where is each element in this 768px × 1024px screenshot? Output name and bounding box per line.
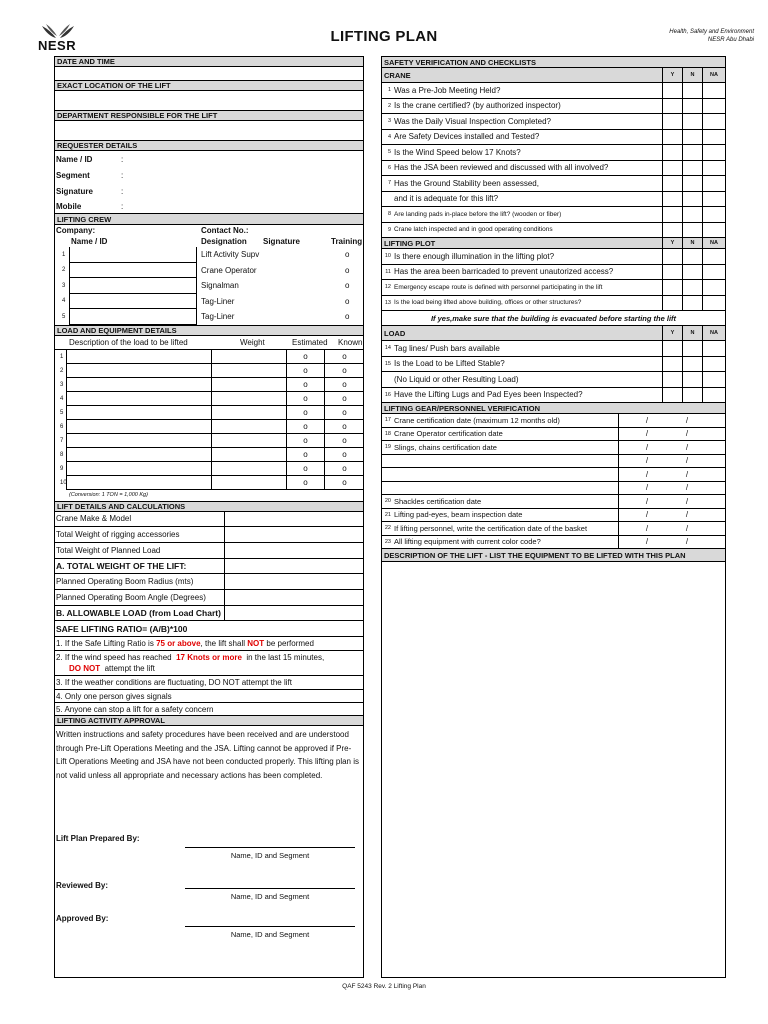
load-weight-field[interactable]	[212, 462, 287, 476]
no-checkbox[interactable]	[682, 265, 702, 280]
checklist-row	[382, 114, 725, 130]
load-row-number: 9	[60, 465, 64, 472]
gear-row	[382, 428, 725, 442]
date-time-field[interactable]	[55, 67, 363, 81]
question-text: Are landing pads in-place before the lift? (wooden or fiber)	[394, 210, 562, 218]
na-checkbox[interactable]	[702, 265, 725, 280]
question-text: Is the Load to be Lifted Stable?	[394, 359, 505, 369]
gear-row	[382, 495, 725, 509]
checklist-row	[382, 372, 725, 388]
question-text: Have the Lifting Lugs and Pad Eyes been Inspected?	[394, 390, 583, 400]
known-checkbox[interactable]: o	[325, 476, 364, 490]
lift-detail-rows	[55, 512, 363, 622]
no-checkbox[interactable]	[682, 83, 702, 98]
logo-text: NESR	[38, 38, 77, 53]
na-checkbox[interactable]	[702, 280, 725, 295]
no-checkbox[interactable]	[682, 388, 702, 403]
load-weight-field[interactable]	[212, 364, 287, 378]
crew-designation: Crane Operator	[201, 265, 257, 275]
plot-checklist	[382, 249, 725, 311]
location-header: EXACT LOCATION OF THE LIFT	[55, 81, 363, 91]
checklist-row	[382, 223, 725, 239]
gear-label	[382, 455, 619, 468]
question-text: and it is adequate for this lift?	[394, 194, 499, 204]
load-header: LOAD AND EQUIPMENT DETAILS	[55, 325, 363, 336]
location-field[interactable]	[55, 91, 363, 111]
training-checkbox[interactable]: o	[345, 250, 350, 260]
no-checkbox[interactable]	[682, 341, 702, 356]
yes-checkbox[interactable]	[662, 99, 682, 114]
load-weight-field[interactable]	[212, 406, 287, 420]
lift-detail-value[interactable]	[225, 590, 363, 605]
left-column	[54, 56, 364, 978]
question-text: Emergency escape route is defined with personnel participating in the lift	[394, 283, 603, 291]
load-row	[55, 392, 363, 406]
estimated-checkbox[interactable]: o	[287, 462, 325, 476]
lift-detail-row	[55, 543, 363, 559]
certification-date-field[interactable]: / /	[645, 510, 689, 520]
na-checkbox[interactable]	[702, 296, 725, 311]
known-checkbox[interactable]: o	[325, 378, 364, 392]
load-weight-field[interactable]	[212, 420, 287, 434]
crew-column-headers: Name / ID Designation Signature Training	[71, 237, 363, 246]
na-checkbox[interactable]	[702, 161, 725, 176]
checklist-row	[382, 207, 725, 223]
gear-label: 18 Crane Operator certification date	[382, 428, 619, 441]
prepared-by-caption: Name, ID and Segment	[230, 851, 310, 861]
known-checkbox[interactable]: o	[325, 462, 364, 476]
load-row	[55, 420, 363, 434]
estimated-checkbox[interactable]: o	[287, 392, 325, 406]
crew-row	[55, 294, 363, 310]
lift-detail-value[interactable]	[225, 543, 363, 558]
load-weight-field[interactable]	[212, 476, 287, 490]
gear-row	[382, 455, 725, 469]
gear-label: 20 Shackles certification date	[382, 495, 619, 508]
no-checkbox[interactable]	[682, 249, 702, 264]
lift-details-header: LIFT DETAILS AND CALCULATIONS	[55, 502, 363, 512]
load-description-field[interactable]	[66, 476, 212, 490]
yes-checkbox[interactable]	[662, 207, 682, 222]
lift-detail-row	[55, 559, 363, 575]
yes-checkbox[interactable]	[662, 130, 682, 145]
question-text: Is there enough illumination in the lifting plot?	[394, 251, 555, 261]
yes-checkbox[interactable]	[662, 249, 682, 264]
checklist-row	[382, 265, 725, 281]
checklist-row	[382, 83, 725, 99]
certification-date-field[interactable]: / /	[645, 469, 689, 479]
question-text: Are Safety Devices installed and Tested?	[394, 132, 540, 142]
checklist-row	[382, 280, 725, 296]
na-checkbox[interactable]	[702, 341, 725, 356]
load-row-number: 8	[60, 451, 64, 458]
load-row-number: 2	[60, 367, 64, 374]
reviewed-by-label: Reviewed By:	[56, 881, 109, 891]
gear-label: 21 Lifting pad-eyes, beam inspection date	[382, 509, 619, 522]
load-description-field[interactable]	[66, 448, 212, 462]
date-time-header: DATE AND TIME	[55, 57, 363, 67]
estimated-checkbox[interactable]: o	[287, 476, 325, 490]
approved-by-line[interactable]	[185, 926, 355, 927]
gear-row	[382, 509, 725, 523]
load-description-field[interactable]	[66, 434, 212, 448]
no-checkbox[interactable]	[682, 296, 702, 311]
question-text: Was a Pre-Job Meeting Held?	[394, 85, 501, 95]
requester-segment-row[interactable]: Segment :	[56, 170, 124, 180]
checklist-row	[382, 130, 725, 146]
question-number: 9	[387, 226, 391, 233]
approved-by-label: Approved By:	[56, 914, 109, 924]
gear-header: LIFTING GEAR/PERSONNEL VERIFICATION	[382, 403, 725, 414]
rule-1: 1. If the Safe Lifting Ratio is 75 or above , the lift shall NOT be performed	[55, 637, 363, 651]
conversion-note: (Conversion: 1 TON = 1,000 Kg)	[55, 490, 363, 502]
question-number: 5	[387, 149, 391, 156]
lift-detail-row	[55, 590, 363, 606]
gear-row	[382, 414, 725, 428]
no-checkbox[interactable]	[682, 99, 702, 114]
lift-detail-label: Total Weight of Planned Load	[55, 543, 225, 558]
requester-mobile-row[interactable]: Mobile :	[55, 199, 363, 214]
load-row-number: 3	[60, 381, 64, 388]
prepared-by-line[interactable]	[185, 847, 355, 848]
lift-detail-value[interactable]	[225, 574, 363, 589]
checklist-row	[382, 99, 725, 115]
crew-name-field[interactable]	[69, 247, 197, 263]
lift-detail-row	[55, 574, 363, 590]
lift-detail-label: Crane Make & Model	[55, 512, 225, 527]
lift-detail-label: Planned Operating Boom Angle (Degrees)	[55, 590, 225, 605]
no-checkbox[interactable]	[682, 192, 702, 207]
prepared-by-label: Lift Plan Prepared By:	[56, 834, 140, 844]
yes-checkbox[interactable]	[662, 161, 682, 176]
no-checkbox[interactable]	[682, 372, 702, 387]
lift-detail-value[interactable]	[225, 559, 363, 574]
load-weight-field[interactable]	[212, 392, 287, 406]
yes-checkbox[interactable]	[662, 341, 682, 356]
question-number: 6	[387, 164, 391, 171]
load-weight-field[interactable]	[212, 350, 287, 364]
estimated-checkbox[interactable]: o	[287, 378, 325, 392]
question-number: 4	[387, 133, 391, 140]
known-checkbox[interactable]: o	[325, 392, 364, 406]
estimated-checkbox[interactable]: o	[287, 434, 325, 448]
load-row	[55, 476, 363, 490]
question-number: 1	[387, 87, 391, 94]
load-row	[55, 448, 363, 462]
approval-section	[55, 726, 363, 964]
yes-checkbox[interactable]	[662, 192, 682, 207]
checklist-row	[382, 176, 725, 192]
reviewed-by-caption: Name, ID and Segment	[230, 892, 310, 902]
training-checkbox[interactable]: o	[345, 312, 350, 322]
reviewed-by-line[interactable]	[185, 888, 355, 889]
yes-checkbox[interactable]	[662, 357, 682, 372]
load-column-headers: Description of the load to be lifted Weight Estimated Known	[69, 337, 363, 347]
crew-designation: Tag-Liner	[201, 312, 235, 322]
crew-row-number: 5	[62, 313, 66, 320]
certification-date-field[interactable]: / /	[645, 496, 689, 506]
training-checkbox[interactable]: o	[345, 296, 350, 306]
estimated-checkbox[interactable]: o	[287, 420, 325, 434]
question-text: Has the area been barricaded to prevent unautorized access?	[394, 267, 614, 277]
load-description-field[interactable]	[66, 392, 212, 406]
load-description-field[interactable]	[66, 462, 212, 476]
yes-checkbox[interactable]	[662, 280, 682, 295]
crew-name-field[interactable]	[69, 309, 197, 325]
crew-company-row: Company: Contact No.:	[56, 226, 249, 235]
gear-verification	[382, 414, 725, 549]
yes-checkbox[interactable]	[662, 83, 682, 98]
lift-detail-row	[55, 527, 363, 543]
no-checkbox[interactable]	[682, 280, 702, 295]
load-row-number: 4	[60, 395, 64, 402]
gear-row	[382, 482, 725, 496]
crew-row-number: 2	[62, 267, 66, 274]
crew-row-number: 4	[62, 298, 66, 305]
checklist-row	[382, 145, 725, 161]
load-row-number: 7	[60, 437, 64, 444]
checklist-row	[382, 192, 725, 208]
no-checkbox[interactable]	[682, 176, 702, 191]
no-checkbox[interactable]	[682, 357, 702, 372]
question-text: (No Liquid or other Resulting Load)	[394, 374, 519, 384]
load-check-header: LOAD Y N NA	[382, 326, 725, 341]
load-description-field[interactable]	[66, 420, 212, 434]
lift-detail-label: Total Weight of rigging accessories	[55, 527, 225, 542]
crew-name-field[interactable]	[69, 278, 197, 294]
na-checkbox[interactable]	[702, 388, 725, 403]
question-number: 3	[387, 118, 391, 125]
load-row-number: 10	[60, 479, 67, 486]
load-description-field[interactable]	[66, 378, 212, 392]
yes-checkbox[interactable]	[662, 388, 682, 403]
checklist-row	[382, 341, 725, 357]
na-checkbox[interactable]	[702, 249, 725, 264]
load-row	[55, 364, 363, 378]
crew-row	[55, 247, 363, 263]
na-checkbox[interactable]	[702, 357, 725, 372]
question-text: Is the load being lifted above building, offices or other structures?	[394, 299, 582, 307]
lift-detail-value[interactable]	[225, 606, 363, 621]
approval-header: LIFTING ACTIVITY APPROVAL	[55, 716, 363, 726]
gear-label: 22 If lifting personnel, write the certification date of the basket	[382, 522, 619, 535]
estimated-checkbox[interactable]: o	[287, 364, 325, 378]
estimated-checkbox[interactable]: o	[287, 448, 325, 462]
certification-date-field[interactable]: / /	[645, 415, 689, 425]
requester-signature-row[interactable]: Signature :	[56, 186, 124, 196]
load-rows	[55, 349, 363, 490]
load-weight-field[interactable]	[212, 378, 287, 392]
yes-checkbox[interactable]	[662, 114, 682, 129]
yes-checkbox[interactable]	[662, 265, 682, 280]
estimated-checkbox[interactable]: o	[287, 406, 325, 420]
lift-detail-label: B. ALLOWABLE LOAD (from Load Chart)	[55, 606, 225, 621]
question-number: 10	[384, 253, 391, 260]
checklist-row	[382, 249, 725, 265]
rule-2: 2. If the wind speed has reached 17 Knots or more in the last 15 minutes, DO NOT attempt the lift	[55, 651, 363, 676]
no-checkbox[interactable]	[682, 207, 702, 222]
description-header: DESCRIPTION OF THE LIFT - LIST THE EQUIPMENT TO BE LIFTED WITH THIS PLAN	[382, 549, 725, 562]
na-checkbox[interactable]	[702, 372, 725, 387]
gear-label: 19 Slings, chains certification date	[382, 441, 619, 454]
load-row	[55, 462, 363, 476]
training-checkbox[interactable]: o	[345, 265, 350, 275]
na-checkbox[interactable]	[702, 176, 725, 191]
question-number: 8	[387, 211, 391, 218]
na-checkbox[interactable]	[702, 223, 725, 238]
no-checkbox[interactable]	[682, 223, 702, 238]
right-column	[381, 56, 726, 978]
safety-header: SAFETY VERIFICATION AND CHECKLISTS	[382, 57, 725, 68]
load-row	[55, 434, 363, 448]
lift-detail-label: Planned Operating Boom Radius (mts)	[55, 574, 225, 589]
page-title: LIFTING PLAN	[330, 28, 438, 45]
question-text: Tag lines/ Push bars available	[394, 343, 500, 353]
lift-detail-row	[55, 512, 363, 528]
gear-row	[382, 536, 725, 550]
crew-designation: Tag-Liner	[201, 296, 235, 306]
yes-checkbox[interactable]	[662, 296, 682, 311]
question-text: Was the Daily Visual Inspection Completed?	[394, 116, 551, 126]
crew-header: LIFTING CREW	[55, 214, 363, 225]
certification-date-field[interactable]: / /	[645, 483, 689, 493]
load-description-field[interactable]	[66, 350, 212, 364]
lift-detail-row	[55, 606, 363, 622]
safe-lifting-ratio: SAFE LIFTING RATIO= (A/B)*100	[55, 621, 363, 637]
question-number: 16	[384, 391, 391, 398]
lift-detail-value[interactable]	[225, 527, 363, 542]
certification-date-field[interactable]: / /	[645, 523, 689, 533]
known-checkbox[interactable]: o	[325, 434, 364, 448]
load-description-field[interactable]	[66, 406, 212, 420]
gear-label: 23 All lifting equipment with current color code?	[382, 536, 619, 549]
known-checkbox[interactable]: o	[325, 364, 364, 378]
question-text: Has the JSA been reviewed and discussed with all involved?	[394, 163, 609, 173]
department-header: DEPARTMENT RESPONSIBLE FOR THE LIFT	[55, 111, 363, 121]
question-number: 12	[384, 284, 391, 291]
question-text: Crane latch inspected and in good operating conditions	[394, 226, 553, 234]
question-text: Is the Wind Speed below 17 Knots?	[394, 147, 521, 157]
question-number: 2	[387, 102, 391, 109]
yes-checkbox[interactable]	[662, 145, 682, 160]
crew-name-field[interactable]	[69, 294, 197, 310]
checklist-row	[382, 388, 725, 404]
crew-rows	[55, 247, 363, 325]
na-checkbox[interactable]	[702, 207, 725, 222]
load-weight-field[interactable]	[212, 448, 287, 462]
no-checkbox[interactable]	[682, 161, 702, 176]
crew-name-field[interactable]	[69, 263, 197, 279]
approved-by-caption: Name, ID and Segment	[230, 930, 310, 940]
yes-checkbox[interactable]	[662, 372, 682, 387]
no-checkbox[interactable]	[682, 114, 702, 129]
load-row-number: 5	[60, 409, 64, 416]
crew-designation: Lift Activity Supv	[201, 250, 260, 260]
lift-detail-label: A. TOTAL WEIGHT OF THE LIFT:	[55, 559, 225, 574]
checklist-row	[382, 357, 725, 373]
rule-5: 5. Anyone can stop a lift for a safety concern	[55, 703, 363, 716]
checklist-row	[382, 161, 725, 177]
rule-3: 3. If the weather conditions are fluctuating, DO NOT attempt the lift	[55, 676, 363, 690]
description-field[interactable]	[382, 562, 725, 972]
department-field[interactable]	[55, 121, 363, 141]
yes-checkbox[interactable]	[662, 223, 682, 238]
question-number: 13	[384, 299, 391, 306]
crane-checklist	[382, 83, 725, 238]
na-checkbox[interactable]	[702, 192, 725, 207]
question-number: 7	[387, 180, 391, 187]
gear-row	[382, 522, 725, 536]
load-weight-field[interactable]	[212, 434, 287, 448]
no-checkbox[interactable]	[682, 130, 702, 145]
load-description-field[interactable]	[66, 364, 212, 378]
na-checkbox[interactable]	[702, 145, 725, 160]
gear-label	[382, 482, 619, 495]
crew-row	[55, 263, 363, 279]
gear-row	[382, 441, 725, 455]
certification-date-field[interactable]: / /	[645, 429, 689, 439]
question-number: 15	[384, 360, 391, 367]
load-row-number: 1	[60, 353, 64, 360]
load-row	[55, 350, 363, 364]
checklist-row	[382, 296, 725, 312]
na-checkbox[interactable]	[702, 99, 725, 114]
requester-name-row[interactable]: Name / ID :	[56, 154, 124, 164]
na-checkbox[interactable]	[702, 83, 725, 98]
load-row-number: 6	[60, 423, 64, 430]
question-text: Is the crane certified? (by authorized inspector)	[394, 101, 561, 111]
na-checkbox[interactable]	[702, 114, 725, 129]
rule-4: 4. Only one person gives signals	[55, 690, 363, 703]
certification-date-field[interactable]: / /	[645, 537, 689, 547]
gear-row	[382, 468, 725, 482]
load-row	[55, 378, 363, 392]
known-checkbox[interactable]: o	[325, 406, 364, 420]
crane-header: CRANE Y N NA	[382, 68, 725, 83]
certification-date-field[interactable]: / /	[645, 456, 689, 466]
load-checklist	[382, 341, 725, 403]
crew-designation: Signalman	[201, 281, 239, 291]
gear-label: 17 Crane certification date (maximum 12 months old)	[382, 414, 619, 427]
question-text: Has the Ground Stability been assessed,	[394, 178, 539, 188]
crew-row	[55, 309, 363, 325]
requester-header: REQUESTER DETAILS	[55, 141, 363, 151]
lift-detail-value[interactable]	[225, 512, 363, 527]
estimated-checkbox[interactable]: o	[287, 350, 325, 364]
na-checkbox[interactable]	[702, 130, 725, 145]
known-checkbox[interactable]: o	[325, 420, 364, 434]
yes-checkbox[interactable]	[662, 176, 682, 191]
plot-header: LIFTING PLOT Y N NA	[382, 238, 725, 249]
crew-row	[55, 278, 363, 294]
certification-date-field[interactable]: / /	[645, 442, 689, 452]
no-checkbox[interactable]	[682, 145, 702, 160]
hse-caption: Health, Safety and Environment NESR Abu Dhabi	[669, 29, 754, 43]
approval-text: Written instructions and safety procedures have been received and are understood through Pre-Lift Operations Meeting and the JSA. Lifting cannot be approved if Pre-Lift Operations Meeting and JSA have not been conducted properly. This lifting plan is not valid unless all appropriate and necessary actions has been completed.	[56, 730, 359, 780]
gear-label	[382, 468, 619, 481]
load-row	[55, 406, 363, 420]
training-checkbox[interactable]: o	[345, 281, 350, 291]
form-footer: QAF 5243 Rev. 2 Lifting Plan	[342, 983, 426, 990]
known-checkbox[interactable]: o	[325, 350, 364, 364]
question-number: 14	[384, 345, 391, 352]
known-checkbox[interactable]: o	[325, 448, 364, 462]
evacuation-note: If yes,make sure that the building is evacuated before starting the lift	[382, 311, 725, 326]
crew-row-number: 1	[62, 251, 66, 258]
question-number: 11	[385, 268, 391, 275]
crew-row-number: 3	[62, 282, 66, 289]
